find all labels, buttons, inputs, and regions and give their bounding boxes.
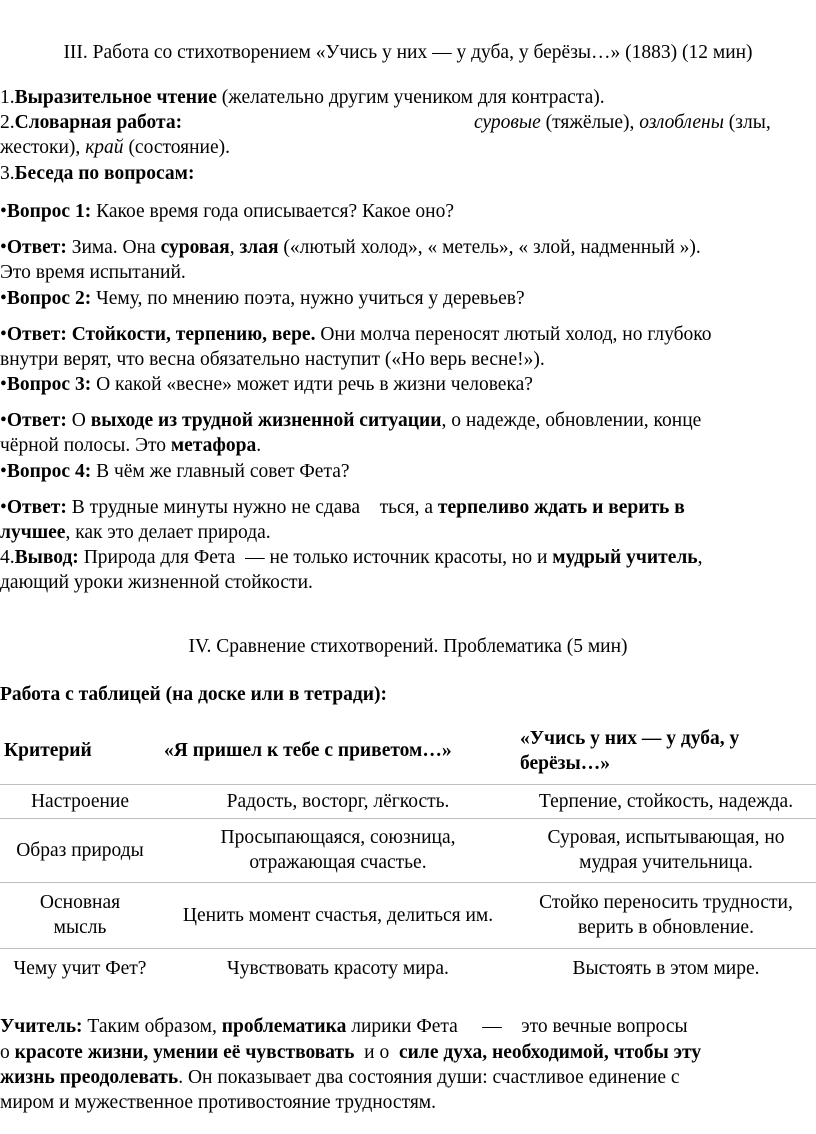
question-2 (0, 286, 816, 311)
bullet-icon: • (0, 410, 7, 431)
answer-text: , о надежде, обновлении, конце (441, 410, 702, 431)
item4-heading: Вывод: (14, 547, 79, 568)
table-cell: Стойко переносить трудности, верить в обновление. (516, 882, 816, 948)
item4-text: Природа для Фета — не только источник красоты, но и (78, 547, 553, 568)
item2-vocabulary (0, 110, 816, 135)
vocabulary-words (474, 110, 771, 135)
item4-conclusion-line2: дающий уроки жизненной стойкости. (0, 572, 313, 593)
bullet-icon: • (0, 324, 7, 345)
table-row (0, 948, 816, 988)
teacher-line-2 (0, 1040, 816, 1065)
table-row (0, 818, 816, 882)
item3-number: 3. (0, 163, 15, 184)
answer-text: О (66, 410, 91, 431)
answer-text: , как это делает природа. (65, 522, 271, 543)
table-cell: Чему учит Фет? (0, 948, 160, 988)
table-header-poem-1: «Я пришел к тебе с приветом…» (164, 740, 452, 762)
answer-bold: терпеливо ждать и верить в (437, 497, 685, 518)
answer-text: Они молча переносят лютый холод, но глубоко (315, 324, 712, 345)
teacher-bold: красоте жизни, умении её чувствовать (14, 1042, 355, 1063)
table-cell: Выстоять в этом мире. (516, 948, 816, 988)
item2-heading: Словарная работа: (14, 112, 183, 133)
item4-number: 4. (0, 547, 15, 568)
item2-number: 2. (0, 112, 15, 133)
answer-text: Зима. Она (66, 237, 161, 258)
bullet-icon: • (0, 374, 7, 395)
answer-1 (0, 235, 816, 260)
section3-title: III. Работа со стихотворением «Учись у них — у дуба, у берёзы…» (1883) (12 мин) (63, 42, 753, 63)
item2-vocabulary-line2 (0, 135, 816, 160)
answer-text: («лютый холод», « метель», « злой, надменный »). (278, 237, 701, 258)
answer-label: Ответ: (6, 237, 67, 258)
vocab-word-3: край (85, 137, 124, 158)
answer-3 (0, 408, 816, 433)
vocab-word-1: суровые (474, 112, 541, 133)
answer-text: чёрной полосы. Это (0, 435, 171, 456)
item1-heading: Выразительное чтение (14, 87, 217, 108)
question-label: Вопрос 3: (6, 374, 92, 395)
teacher-line-4: миром и мужественное противостояние трудностям. (0, 1092, 437, 1113)
table-row (0, 784, 816, 818)
answer-2 (0, 322, 816, 347)
answer-label: Ответ: (6, 410, 67, 431)
section4-title: IV. Сравнение стихотворений. Проблематика (5 мин) (188, 636, 628, 657)
answer-label: Ответ: (6, 497, 67, 518)
question-3 (0, 372, 816, 397)
answer-4 (0, 495, 816, 520)
bullet-icon: • (0, 201, 7, 222)
table-intro (0, 682, 816, 707)
teacher-text: и о (354, 1042, 399, 1063)
table-cell: Основная мысль (0, 882, 160, 948)
table-header-criterion: Критерий (4, 740, 92, 762)
bullet-icon: • (0, 461, 7, 482)
answer-text: . (256, 435, 262, 456)
bullet-icon: • (0, 288, 7, 309)
teacher-text: Таким образом, (82, 1016, 222, 1037)
teacher-text: лирики Фета — это вечные вопросы (346, 1016, 688, 1037)
item1-expressive-reading (0, 85, 816, 110)
item4-text: , (697, 547, 703, 568)
answer-text: , (229, 237, 240, 258)
question-label: Вопрос 1: (6, 201, 92, 222)
item3-discussion (0, 161, 816, 186)
answer-bold: злая (239, 237, 279, 258)
question-text: Чему, по мнению поэта, нужно учиться у деревьев? (91, 288, 525, 309)
answer-bold: суровая (160, 237, 230, 258)
vocab-def-2: (злы, (723, 112, 771, 133)
table-intro-text: Работа с таблицей (на доске или в тетради): (0, 684, 387, 705)
question-1 (0, 199, 816, 224)
answer-bold: метафора (170, 435, 257, 456)
table-row (0, 882, 816, 948)
teacher-bold: жизнь преодолевать (0, 1067, 179, 1088)
vocab-def-3: (состояние). (123, 137, 230, 158)
question-text: О какой «весне» может идти речь в жизни человека? (91, 374, 533, 395)
question-4 (0, 459, 816, 484)
item4-conclusion (0, 545, 816, 570)
item3-heading: Беседа по вопросам: (14, 163, 195, 184)
item1-text: (желательно другим учеником для контраста). (216, 87, 605, 108)
teacher-line-1 (0, 1014, 816, 1039)
answer-2-line2: внутри верят, что весна обязательно наступит («Но верь весне!»). (0, 349, 545, 370)
vocab-def-2-cont: жестоки), (0, 137, 86, 158)
table-cell: Образ природы (0, 818, 160, 882)
question-label: Вопрос 2: (6, 288, 92, 309)
question-text: В чём же главный совет Фета? (91, 461, 350, 482)
comparison-table (0, 718, 816, 988)
table-cell: Ценить момент счастья, делиться им. (160, 882, 516, 948)
teacher-bold: проблематика (221, 1016, 347, 1037)
answer-1-line2: Это время испытаний. (0, 262, 186, 283)
vocab-word-2: озлоблены (639, 112, 724, 133)
question-text: Какое время года описывается? Какое оно? (91, 201, 454, 222)
table-cell: Суровая, испытывающая, но мудрая учительница. (516, 818, 816, 882)
answer-bold: лучшее (0, 522, 66, 543)
vocab-def-1: (тяжёлые), (540, 112, 640, 133)
answer-text: В трудные минуты нужно не сдава ться, а (66, 497, 438, 518)
item4-bold: мудрый учитель (552, 547, 698, 568)
teacher-text: . Он показывает два состояния души: счастливое единение с (178, 1067, 680, 1088)
bullet-icon: • (0, 497, 7, 518)
table-cell: Настроение (0, 784, 160, 818)
answer-4-line2 (0, 520, 816, 545)
item1-number: 1. (0, 87, 15, 108)
answer-bold: выходе из трудной жизненной ситуации (90, 410, 442, 431)
table-header-row (0, 718, 816, 784)
table-header-poem-2: «Учись у них — у дуба, у берёзы…» (520, 727, 740, 774)
teacher-bold: силе духа, необходимой, чтобы эту (398, 1042, 702, 1063)
table-cell: Радость, восторг, лёгкость. (160, 784, 516, 818)
table-cell: Чувствовать красоту мира. (160, 948, 516, 988)
teacher-label: Учитель: (0, 1016, 83, 1037)
teacher-text: о (0, 1042, 15, 1063)
table-cell: Просыпающаяся, союзница, отражающая счастье. (160, 818, 516, 882)
table-cell: Терпение, стойкость, надежда. (516, 784, 816, 818)
answer-label: Ответ: Стойкости, терпению, вере. (6, 324, 316, 345)
question-label: Вопрос 4: (6, 461, 92, 482)
bullet-icon: • (0, 237, 7, 258)
answer-3-line2 (0, 433, 816, 458)
teacher-line-3 (0, 1065, 816, 1090)
